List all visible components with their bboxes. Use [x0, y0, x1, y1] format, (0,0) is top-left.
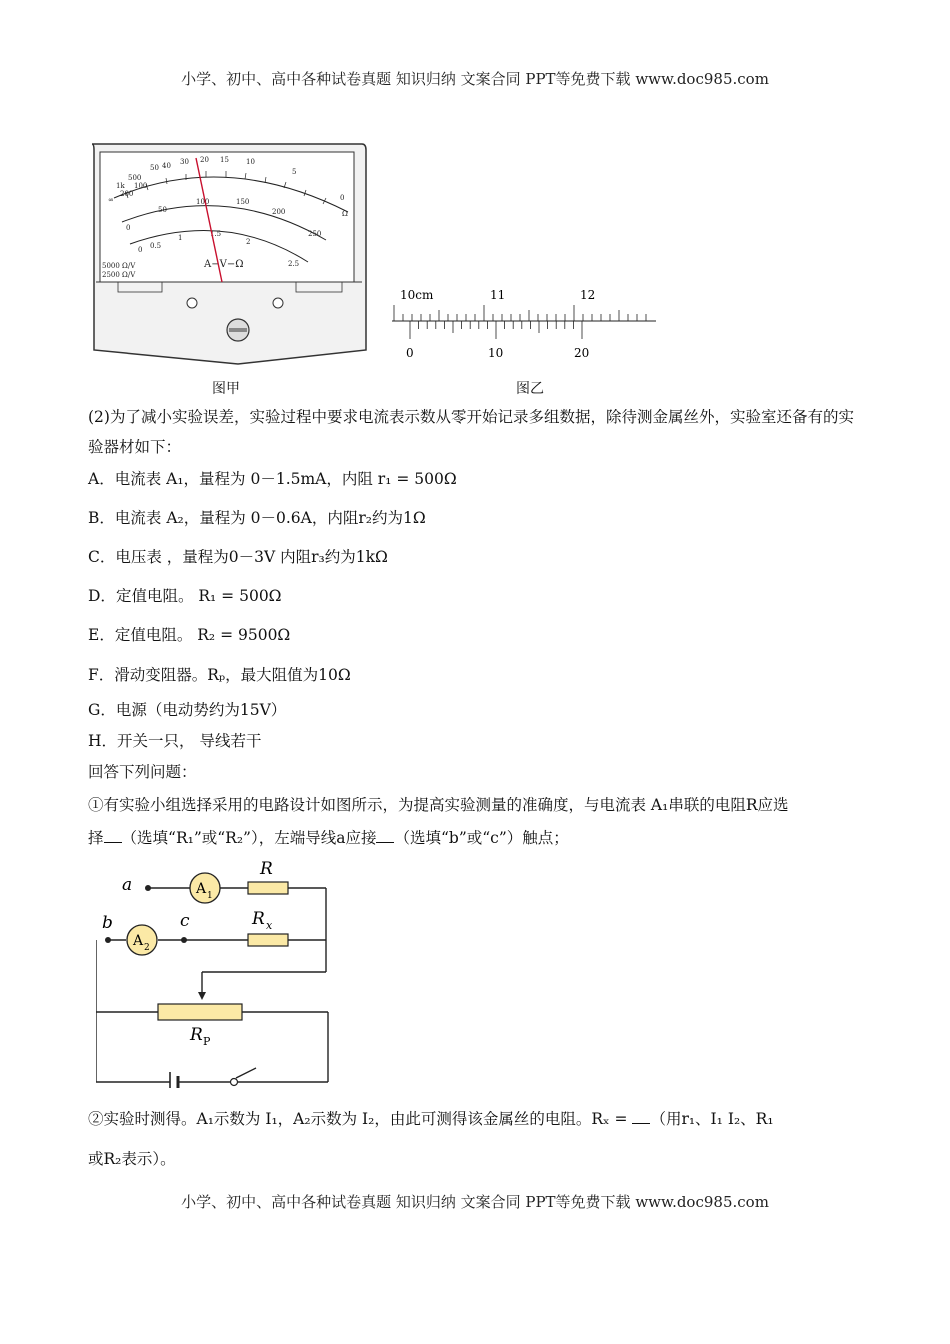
meter-scale-label: 150 [236, 198, 250, 206]
ammeter-a2-sub: 2 [144, 943, 150, 953]
meter-scale-label: 5 [292, 168, 297, 176]
meter-scale-label: 50 [150, 164, 159, 172]
meter-scale-label: 2 [246, 238, 251, 246]
question-intro: (2)为了减小实验误差，实验过程中要求电流表示数从零开始记录多组数据，除待测金属丝外，实验室还备有的实验器材如下： [88, 408, 854, 456]
answer-blank[interactable] [376, 828, 394, 843]
meter-scale-label: 10 [246, 158, 255, 166]
meter-scale-label: 0 [340, 194, 345, 202]
rheostat-rp [158, 1004, 242, 1020]
ammeter-a1-sub: 1 [207, 891, 213, 901]
meter-scale-label: 200 [272, 208, 286, 216]
q1-line1: ①有实验小组选择采用的电路设计如图所示，为提高实验测量的准确度，与电流表 A₁串联的电阻R应选 [88, 796, 789, 814]
circuit-diagram [96, 858, 336, 1088]
vernier-figure [390, 285, 660, 365]
terminal-a-label: a [122, 875, 133, 895]
resistor-rx-label: R [252, 909, 265, 929]
q2-line1: ②实验时测得。A₁示数为 I₁，A₂示数为 I₂，由此可测得该金属丝的电阻。Rₓ = （用r₁、I₁ I₂、R₁ [88, 1110, 774, 1128]
figure-caption-jia: 图甲 [212, 381, 240, 397]
meter-scale-label: 2.5 [288, 260, 300, 268]
page-footer: 小学、初中、高中各种试卷真题 知识归纳 文案合同 PPT等免费下载 www.doc985.com [181, 1193, 769, 1211]
answer-blank[interactable] [632, 1109, 650, 1124]
option-g: G．电源（电动势约为15V） [88, 701, 287, 719]
meter-scale-label: 15 [220, 156, 229, 164]
q1-line2: 择 （选填“R₁”或“R₂”），左端导线a应接 （选填“b”或“c”）触点； [88, 829, 569, 847]
meter-sensitivity: 2500 Ω/V [102, 271, 136, 279]
ruler-main-label: 12 [580, 288, 596, 302]
meter-scale-label: 0 [126, 224, 131, 232]
ammeter-a2-label: A [133, 933, 144, 949]
meter-scale-label: 1k [116, 182, 125, 190]
meter-sensitivity: 5000 Ω/V [102, 262, 136, 270]
vernier-label: 0 [406, 346, 414, 360]
terminal-c-label: c [180, 911, 190, 931]
meter-unit-ohm: Ω [342, 210, 348, 218]
meter-scale-label: 500 [128, 174, 142, 182]
meter-scale-label: 40 [162, 162, 171, 170]
meter-scale-label: 0.5 [150, 242, 162, 250]
page-header: 小学、初中、高中各种试卷真题 知识归纳 文案合同 PPT等免费下载 www.doc985.com [181, 70, 769, 88]
resistor-r-label: R [260, 859, 273, 879]
option-a: A．电流表 A₁，量程为 0－1.5mA，内阻 r₁ = 500Ω [88, 470, 457, 488]
meter-scale-label: 20 [200, 156, 209, 164]
meter-scale-label: 0 [138, 246, 143, 254]
meter-scale-label: 50 [158, 206, 167, 214]
multimeter-figure [86, 140, 368, 366]
meter-scale-label: 250 [308, 230, 322, 238]
meter-scale-label: 100 [134, 182, 148, 190]
vernier-label: 10 [488, 346, 504, 360]
option-d: D．定值电阻。 R₁ = 500Ω [88, 587, 282, 605]
resistor-rx [248, 934, 288, 946]
ruler-main-label: 11 [490, 288, 506, 302]
meter-scale-label: 1 [178, 234, 183, 242]
ammeter-a1-label: A [196, 881, 207, 897]
answer-prompt: 回答下列问题： [88, 763, 197, 781]
vernier-label: 20 [574, 346, 590, 360]
resistor-r [248, 882, 288, 894]
option-e: E．定值电阻。 R₂ = 9500Ω [88, 626, 291, 644]
option-f: F．滑动变阻器。Rₚ，最大阻值为10Ω [88, 666, 351, 684]
rheostat-label: R [190, 1025, 203, 1045]
rheostat-sub: P [203, 1035, 211, 1048]
ruler-main-label: 10cm [400, 288, 434, 302]
meter-scale-label: 200 [120, 190, 134, 198]
meter-scale-label: 100 [196, 198, 210, 206]
meter-scale-label: 30 [180, 158, 189, 166]
figure-caption-yi: 图乙 [516, 381, 544, 397]
meter-label: A−V−Ω [204, 259, 244, 270]
option-c: C．电压表 ，量程为0－3V 内阻r₃约为1kΩ [88, 548, 388, 566]
option-h: H．开关一只， 导线若干 [88, 732, 262, 750]
answer-blank[interactable] [104, 828, 122, 843]
resistor-rx-sub: x [266, 919, 273, 932]
terminal-b-label: b [102, 913, 113, 933]
meter-scale-label: 1.5 [210, 230, 222, 238]
option-b: B．电流表 A₂，量程为 0－0.6A，内阻r₂约为1Ω [88, 509, 426, 527]
meter-scale-label: ∞ [108, 196, 114, 204]
q2-line2: 或R₂表示）。 [88, 1150, 176, 1168]
